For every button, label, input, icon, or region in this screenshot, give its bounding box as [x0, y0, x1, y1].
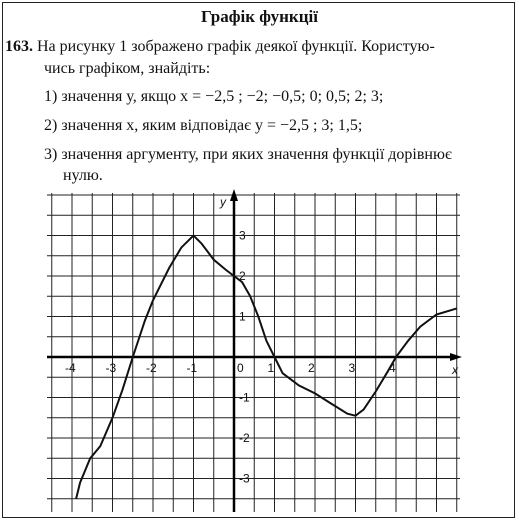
tick-labels — [65, 195, 459, 486]
x-tick-label: 1 — [267, 361, 275, 375]
y-tick-label: 2 — [239, 269, 246, 283]
task-3: 3) значення аргументу, при яких значення функції дорівнює — [44, 146, 452, 163]
x-tick-label: -1 — [186, 361, 198, 375]
x-tick-label: 2 — [308, 361, 315, 375]
task-1: 1) значення у, якщо х = −2,5 ; −2; −0,5; 0; 0,5; 2; 3; — [44, 88, 384, 105]
problem-line-2: чись графіком, знайдіть: — [44, 60, 211, 77]
y-axis-label: y — [220, 195, 226, 209]
x-tick-label: 3 — [348, 361, 356, 375]
grid — [47, 193, 460, 512]
x-tick-label: 0 — [237, 361, 244, 375]
x-axis-label: x — [452, 363, 458, 377]
problem-text-1: На рисунку 1 зображено графік деякої функції. Користую- — [37, 38, 435, 55]
y-tick-label: 1 — [239, 309, 246, 324]
x-tick-label: 4 — [389, 361, 396, 375]
y-tick-label: -3 — [239, 471, 250, 486]
page-title: Графік функції — [201, 7, 318, 26]
y-tick-label: -2 — [239, 431, 250, 445]
y-tick-label: 3 — [239, 228, 246, 243]
x-tick-label: -2 — [146, 361, 157, 375]
x-axis-arrow — [450, 353, 462, 361]
x-tick-label: -3 — [105, 361, 117, 375]
task-3-continued: нулю. — [63, 167, 103, 184]
problem-number: 163. — [5, 38, 33, 55]
y-tick-label: -1 — [239, 390, 250, 405]
x-tick-label: -4 — [65, 361, 76, 375]
task-2: 2) значення х, яким відповідає у = −2,5 ; 3; 1,5; — [44, 117, 363, 134]
